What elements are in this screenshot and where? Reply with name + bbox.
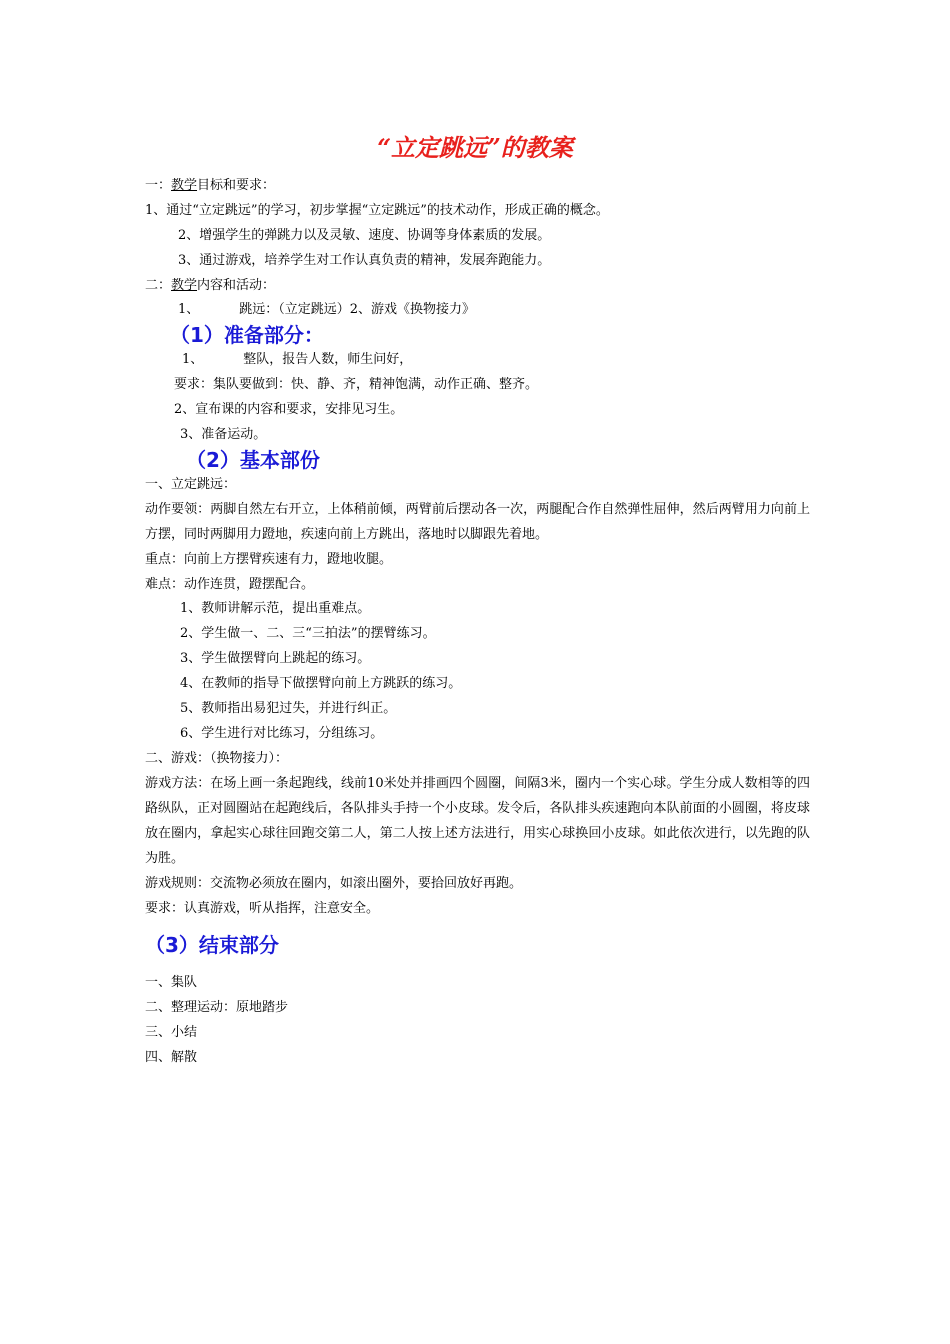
game-rules: 游戏规则：交流物必须放在圈内，如滚出圈外，要拾回放好再跑。 bbox=[145, 876, 523, 891]
practice-step: 6、学生进行对比练习，分组练习。 bbox=[180, 726, 384, 741]
key-point: 重点：向前上方摆臂疾速有力，蹬地收腿。 bbox=[145, 552, 393, 567]
basic-subheading: 一、立定跳远： bbox=[145, 477, 237, 492]
end-item: 三、小结 bbox=[145, 1025, 198, 1040]
prep-heading: （1）准备部分： bbox=[170, 323, 324, 347]
practice-step: 2、学生做一、二、三“三拍法”的摆臂练习。 bbox=[180, 626, 436, 641]
content-line: 1、 跳远：（立定跳远）2、游戏《换物接力》 bbox=[178, 302, 476, 317]
practice-step: 1、教师讲解示范，提出重难点。 bbox=[180, 601, 371, 616]
prep-requirement: 要求：集队要做到：快、静、齐，精神饱满，动作正确、整齐。 bbox=[174, 377, 539, 392]
goal-item: 2、增强学生的弹跳力以及灵敏、速度、协调等身体素质的发展。 bbox=[178, 228, 551, 243]
practice-step: 3、学生做摆臂向上跳起的练习。 bbox=[180, 651, 371, 666]
prep-item: 3、准备运动。 bbox=[180, 427, 267, 442]
underlined-word: 教学 bbox=[171, 178, 198, 193]
basic-heading: （2）基本部份 bbox=[186, 448, 320, 472]
difficult-point: 难点：动作连贯，蹬摆配合。 bbox=[145, 577, 315, 592]
document-title: “立定跳远”的教案 bbox=[377, 133, 573, 162]
game-subheading: 二、游戏：（换物接力）： bbox=[145, 751, 289, 766]
practice-step: 4、在教师的指导下做摆臂向前上方跳跃的练习。 bbox=[180, 676, 462, 691]
end-heading: （3）结束部分 bbox=[145, 933, 279, 957]
game-requirement: 要求：认真游戏，听从指挥，注意安全。 bbox=[145, 901, 380, 916]
section-one-heading: 一：教学目标和要求： bbox=[145, 178, 276, 193]
underlined-word: 教学 bbox=[171, 278, 198, 293]
end-item: 一、集队 bbox=[145, 975, 198, 990]
game-method: 游戏方法：在场上画一条起跑线，线前10米处并排画四个圆圈，间隔3米，圈内一个实心球。学生分成人数相等的四路纵队，正对圆圈站在起跑线后，各队排头手持一个小皮球。发令后，各队排头疾速跑向本队前面的小圆圈，将皮球放在圈内，拿起实心球往回跑交第二人，第二人按上述方法进行，用实心球换回小皮球。如此依次进行，以先跑的队为胜。 bbox=[145, 776, 810, 866]
end-item: 四、解散 bbox=[145, 1050, 198, 1065]
prep-item: 2、宣布课的内容和要求，安排见习生。 bbox=[174, 402, 404, 417]
section-two-heading: 二：教学内容和活动： bbox=[145, 278, 276, 293]
goal-item: 1、通过“立定跳远”的学习，初步掌握“立定跳远”的技术动作，形成正确的概念。 bbox=[145, 203, 609, 218]
practice-step: 5、教师指出易犯过失，并进行纠正。 bbox=[180, 701, 397, 716]
action-essentials: 动作要领：两脚自然左右开立，上体稍前倾，两臂前后摆动各一次，两腿配合作自然弹性屈伸，然后两臂用力向前上方摆，同时两脚用力蹬地，疾速向前上方跳出，落地时以脚跟先着地。 bbox=[145, 502, 810, 542]
goal-item: 3、通过游戏，培养学生对工作认真负责的精神，发展奔跑能力。 bbox=[178, 253, 551, 268]
end-item: 二、整理运动：原地踏步 bbox=[145, 1000, 289, 1015]
prep-item: 1、 整队，报告人数，师生问好， bbox=[182, 352, 413, 367]
